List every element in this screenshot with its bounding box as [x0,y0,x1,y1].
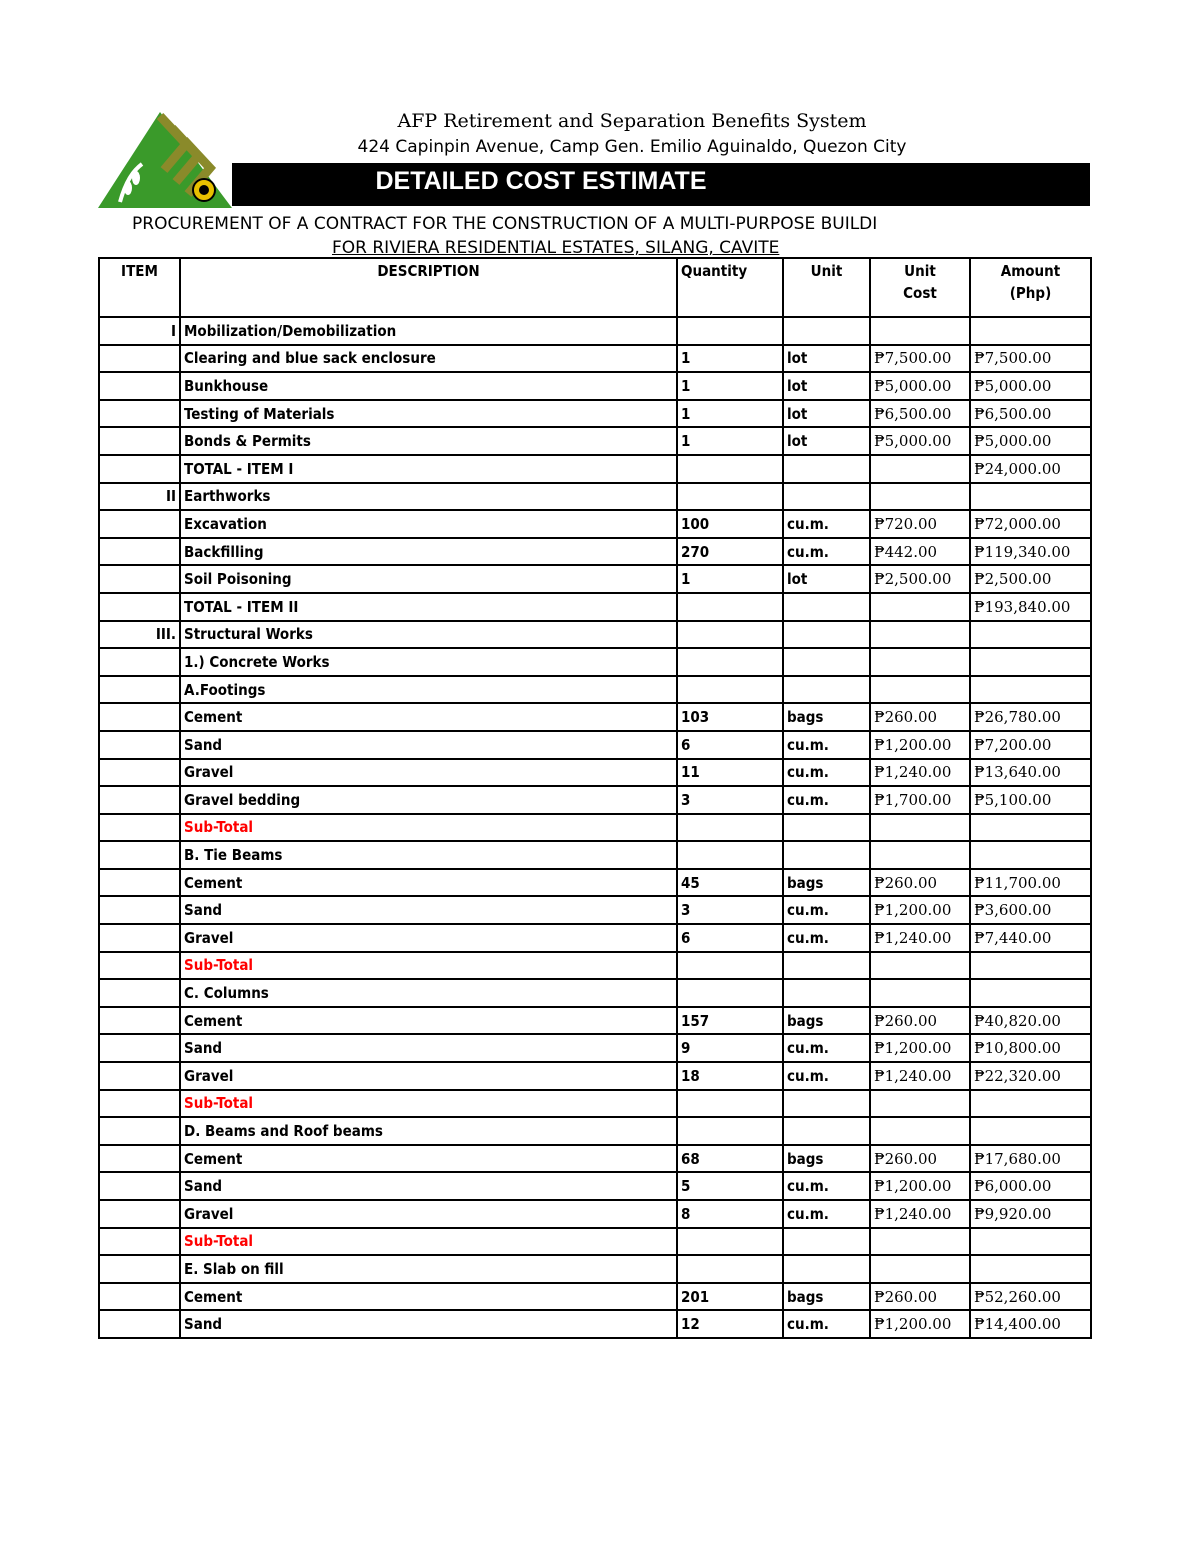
cell-amount: ₱5,100.00 [970,786,1091,814]
cell-unit [783,593,870,621]
table-row [99,979,1091,1007]
cell-description: 1.) Concrete Works [180,648,677,676]
cell-item [99,1090,180,1118]
cell-description: Sub-Total [180,952,677,980]
cell-unit-cost: ₱2,500.00 [870,565,970,593]
cell-unit-cost: ₱5,000.00 [870,427,970,455]
cell-item [99,786,180,814]
cell-quantity: 9 [677,1034,783,1062]
project-title-line2: FOR RIVIERA RESIDENTIAL ESTATES, SILANG, CAVITE [332,238,780,258]
cell-unit: cu.m. [783,1034,870,1062]
cell-description: TOTAL - ITEM I [180,455,677,483]
cell-amount [970,1228,1091,1256]
cell-quantity: 8 [677,1200,783,1228]
cell-unit-cost: ₱7,500.00 [870,345,970,373]
cell-unit [783,841,870,869]
cell-description: Sand [180,731,677,759]
table-row [99,1062,1091,1090]
cell-unit: cu.m. [783,731,870,759]
cell-unit [783,621,870,649]
cell-unit-cost [870,814,970,842]
cell-item [99,593,180,621]
cell-amount [970,952,1091,980]
cell-quantity: 18 [677,1062,783,1090]
cell-quantity [677,814,783,842]
cell-item: I [99,317,180,345]
table-row [99,1200,1091,1228]
cell-amount: ₱72,000.00 [970,510,1091,538]
cell-unit-cost: ₱1,200.00 [870,1172,970,1200]
table-row [99,510,1091,538]
cell-item [99,1310,180,1338]
cell-unit-cost: ₱1,240.00 [870,1062,970,1090]
cell-unit-cost [870,1090,970,1118]
table-row [99,841,1091,869]
cell-unit-cost [870,317,970,345]
cell-item [99,565,180,593]
cell-amount: ₱5,000.00 [970,372,1091,400]
cell-unit: cu.m. [783,896,870,924]
cell-amount: ₱3,600.00 [970,896,1091,924]
cell-description: Sand [180,896,677,924]
cell-unit [783,952,870,980]
col-header-description: DESCRIPTION [180,258,677,317]
cell-amount: ₱7,440.00 [970,924,1091,952]
cell-quantity: 103 [677,703,783,731]
cell-unit-cost [870,1228,970,1256]
cell-item [99,731,180,759]
cell-unit-cost: ₱1,200.00 [870,1310,970,1338]
cell-unit [783,676,870,704]
cell-amount: ₱5,000.00 [970,427,1091,455]
cost-estimate-table [98,257,1092,1339]
cell-quantity: 12 [677,1310,783,1338]
total-row [99,593,1091,621]
afp-rsbs-logo [98,110,232,212]
table-row [99,676,1091,704]
cell-unit-cost: ₱260.00 [870,1283,970,1311]
cell-unit: cu.m. [783,1062,870,1090]
cell-description: Backfilling [180,538,677,566]
cell-quantity: 5 [677,1172,783,1200]
cell-quantity: 201 [677,1283,783,1311]
cell-unit: lot [783,372,870,400]
cell-amount: ₱6,500.00 [970,400,1091,428]
cell-item: II [99,483,180,511]
cell-unit: bags [783,869,870,897]
cell-amount: ₱193,840.00 [970,593,1091,621]
project-title-line1: PROCUREMENT OF A CONTRACT FOR THE CONSTRUCTION OF A MULTI-PURPOSE BUILDI [132,214,878,234]
cell-item [99,427,180,455]
cell-amount: ₱7,200.00 [970,731,1091,759]
cell-amount: ₱119,340.00 [970,538,1091,566]
cell-unit-cost: ₱260.00 [870,1007,970,1035]
cell-unit-cost: ₱260.00 [870,1145,970,1173]
cell-unit: cu.m. [783,924,870,952]
cell-quantity [677,952,783,980]
cell-unit-cost: ₱6,500.00 [870,400,970,428]
cell-quantity: 1 [677,400,783,428]
cell-unit [783,814,870,842]
cell-amount: ₱13,640.00 [970,759,1091,787]
col-header-item: ITEM [99,258,180,317]
cell-description: Bonds & Permits [180,427,677,455]
cell-unit: bags [783,1007,870,1035]
table-row [99,1007,1091,1035]
cell-amount: ₱11,700.00 [970,869,1091,897]
cell-quantity: 3 [677,786,783,814]
cell-item [99,1007,180,1035]
cell-unit [783,979,870,1007]
cell-description: Mobilization/Demobilization [180,317,677,345]
cell-unit-cost [870,979,970,1007]
cell-quantity: 45 [677,869,783,897]
cell-description: Sub-Total [180,814,677,842]
cell-item: III. [99,621,180,649]
table-header-row [99,258,1091,317]
cell-unit-cost: ₱1,240.00 [870,1200,970,1228]
cell-quantity [677,483,783,511]
cell-item [99,1228,180,1256]
col-header-unit: Unit [783,258,870,317]
cell-description: Cement [180,1007,677,1035]
cell-description: Cement [180,1283,677,1311]
cell-description: B. Tie Beams [180,841,677,869]
cell-description: Sand [180,1034,677,1062]
cell-amount: ₱40,820.00 [970,1007,1091,1035]
col-header-unit-cost: Unit Cost [870,258,970,317]
cell-description: Clearing and blue sack enclosure [180,345,677,373]
cell-description: Structural Works [180,621,677,649]
table-row [99,731,1091,759]
cell-unit: cu.m. [783,1310,870,1338]
cell-amount [970,676,1091,704]
cell-unit: lot [783,400,870,428]
cell-quantity [677,455,783,483]
cell-amount [970,648,1091,676]
table-row [99,896,1091,924]
table-row [99,1255,1091,1283]
cell-unit-cost [870,648,970,676]
cell-item [99,1117,180,1145]
cell-item [99,979,180,1007]
col-header-quantity: Quantity [677,258,783,317]
cell-quantity: 157 [677,1007,783,1035]
cell-unit [783,1090,870,1118]
cell-quantity [677,979,783,1007]
table-row [99,759,1091,787]
cell-quantity: 100 [677,510,783,538]
cell-unit-cost [870,483,970,511]
cell-unit [783,1228,870,1256]
cell-unit: cu.m. [783,538,870,566]
cell-unit-cost [870,841,970,869]
cell-item [99,1034,180,1062]
cell-unit: cu.m. [783,1172,870,1200]
cell-quantity [677,1090,783,1118]
cell-quantity [677,1228,783,1256]
cell-unit: lot [783,565,870,593]
cell-unit [783,317,870,345]
cell-quantity [677,621,783,649]
org-address: 424 Capinpin Avenue, Camp Gen. Emilio Aguinaldo, Quezon City [357,137,907,157]
cell-description: Gravel [180,759,677,787]
cell-unit-cost: ₱260.00 [870,869,970,897]
cell-item [99,1145,180,1173]
cell-quantity: 1 [677,565,783,593]
cell-unit-cost [870,1255,970,1283]
cell-description: TOTAL - ITEM II [180,593,677,621]
cell-unit: cu.m. [783,1200,870,1228]
cell-description: Cement [180,1145,677,1173]
cell-description: A.Footings [180,676,677,704]
table-row [99,924,1091,952]
cell-description: D. Beams and Roof beams [180,1117,677,1145]
cell-quantity: 1 [677,427,783,455]
table-row [99,565,1091,593]
cell-unit [783,1117,870,1145]
cell-quantity [677,648,783,676]
cell-unit-cost [870,621,970,649]
cell-item [99,869,180,897]
cell-item [99,952,180,980]
org-name: AFP Retirement and Separation Benefits System [397,110,867,132]
cell-item [99,896,180,924]
cell-amount [970,979,1091,1007]
subtotal-row [99,814,1091,842]
cell-description: Excavation [180,510,677,538]
cell-unit-cost: ₱442.00 [870,538,970,566]
table-row [99,427,1091,455]
cell-unit-cost: ₱260.00 [870,703,970,731]
cell-quantity: 270 [677,538,783,566]
cell-quantity: 11 [677,759,783,787]
cell-quantity: 6 [677,731,783,759]
cell-unit [783,648,870,676]
subtotal-row [99,1090,1091,1118]
cell-unit-cost [870,1117,970,1145]
table-row [99,400,1091,428]
table-row [99,372,1091,400]
cell-item [99,538,180,566]
cell-item [99,759,180,787]
cell-unit: lot [783,345,870,373]
total-row [99,455,1091,483]
cell-quantity [677,317,783,345]
cell-unit: lot [783,427,870,455]
cell-item [99,814,180,842]
cell-quantity: 68 [677,1145,783,1173]
subtotal-row [99,952,1091,980]
cell-unit-cost: ₱1,200.00 [870,1034,970,1062]
document-title: DETAILED COST ESTIMATE [375,167,707,195]
cell-amount [970,841,1091,869]
cell-amount [970,814,1091,842]
cell-description: Cement [180,703,677,731]
cell-quantity [677,1117,783,1145]
cell-description: Sub-Total [180,1090,677,1118]
cell-quantity: 1 [677,372,783,400]
cell-quantity: 3 [677,896,783,924]
table-row [99,869,1091,897]
cell-quantity [677,593,783,621]
cell-item [99,1062,180,1090]
cell-quantity: 6 [677,924,783,952]
col-header-amount: Amount (Php) [970,258,1091,317]
cell-unit [783,483,870,511]
cell-item [99,1172,180,1200]
cell-unit-cost: ₱1,700.00 [870,786,970,814]
cell-item [99,676,180,704]
cell-amount: ₱7,500.00 [970,345,1091,373]
table-row [99,786,1091,814]
cell-unit-cost [870,455,970,483]
cell-amount [970,1117,1091,1145]
cell-description: Gravel [180,924,677,952]
cell-amount [970,1255,1091,1283]
cell-amount [970,483,1091,511]
cell-item [99,648,180,676]
section-row [99,483,1091,511]
cell-amount: ₱9,920.00 [970,1200,1091,1228]
title-banner [232,163,1090,206]
cell-amount: ₱24,000.00 [970,455,1091,483]
table-row [99,538,1091,566]
cell-description: E. Slab on fill [180,1255,677,1283]
cell-unit-cost: ₱1,200.00 [870,731,970,759]
cell-quantity [677,676,783,704]
table-row [99,1310,1091,1338]
cell-unit-cost [870,676,970,704]
cell-amount: ₱10,800.00 [970,1034,1091,1062]
table-row [99,1283,1091,1311]
cell-unit-cost: ₱1,240.00 [870,924,970,952]
cell-unit: cu.m. [783,759,870,787]
cell-item [99,455,180,483]
cell-description: Soil Poisoning [180,565,677,593]
table-row [99,1172,1091,1200]
cell-description: Sand [180,1310,677,1338]
cell-description: Bunkhouse [180,372,677,400]
cell-item [99,924,180,952]
cell-unit-cost: ₱5,000.00 [870,372,970,400]
cell-item [99,510,180,538]
cell-unit: bags [783,1283,870,1311]
cell-unit [783,455,870,483]
cell-description: Gravel bedding [180,786,677,814]
cell-item [99,1283,180,1311]
cell-unit: bags [783,1145,870,1173]
cell-amount: ₱17,680.00 [970,1145,1091,1173]
cell-unit-cost: ₱1,200.00 [870,896,970,924]
cell-unit-cost [870,593,970,621]
cell-item [99,841,180,869]
cell-amount: ₱14,400.00 [970,1310,1091,1338]
table-row [99,648,1091,676]
cell-description: Sub-Total [180,1228,677,1256]
table-row [99,703,1091,731]
cell-item [99,1255,180,1283]
cell-item [99,703,180,731]
table-row [99,1034,1091,1062]
cell-quantity [677,841,783,869]
subtotal-row [99,1228,1091,1256]
cell-unit: bags [783,703,870,731]
cell-description: Sand [180,1172,677,1200]
cell-quantity [677,1255,783,1283]
cell-amount: ₱2,500.00 [970,565,1091,593]
cell-quantity: 1 [677,345,783,373]
project-title [98,208,1090,260]
cell-amount [970,1090,1091,1118]
cell-description: C. Columns [180,979,677,1007]
cell-amount: ₱6,000.00 [970,1172,1091,1200]
cell-item [99,345,180,373]
cell-description: Gravel [180,1062,677,1090]
cell-unit-cost: ₱1,240.00 [870,759,970,787]
cell-unit-cost [870,952,970,980]
cell-description: Cement [180,869,677,897]
cell-amount: ₱22,320.00 [970,1062,1091,1090]
cell-unit [783,1255,870,1283]
table-row [99,1117,1091,1145]
cell-item [99,400,180,428]
cell-description: Gravel [180,1200,677,1228]
cell-amount: ₱26,780.00 [970,703,1091,731]
cell-item [99,1200,180,1228]
cell-unit: cu.m. [783,786,870,814]
cell-amount: ₱52,260.00 [970,1283,1091,1311]
cell-description: Testing of Materials [180,400,677,428]
section-row [99,621,1091,649]
cell-unit-cost: ₱720.00 [870,510,970,538]
section-row [99,317,1091,345]
cell-item [99,372,180,400]
table-row [99,1145,1091,1173]
cell-description: Earthworks [180,483,677,511]
cell-amount [970,317,1091,345]
cell-amount [970,621,1091,649]
table-row [99,345,1091,373]
cell-unit: cu.m. [783,510,870,538]
